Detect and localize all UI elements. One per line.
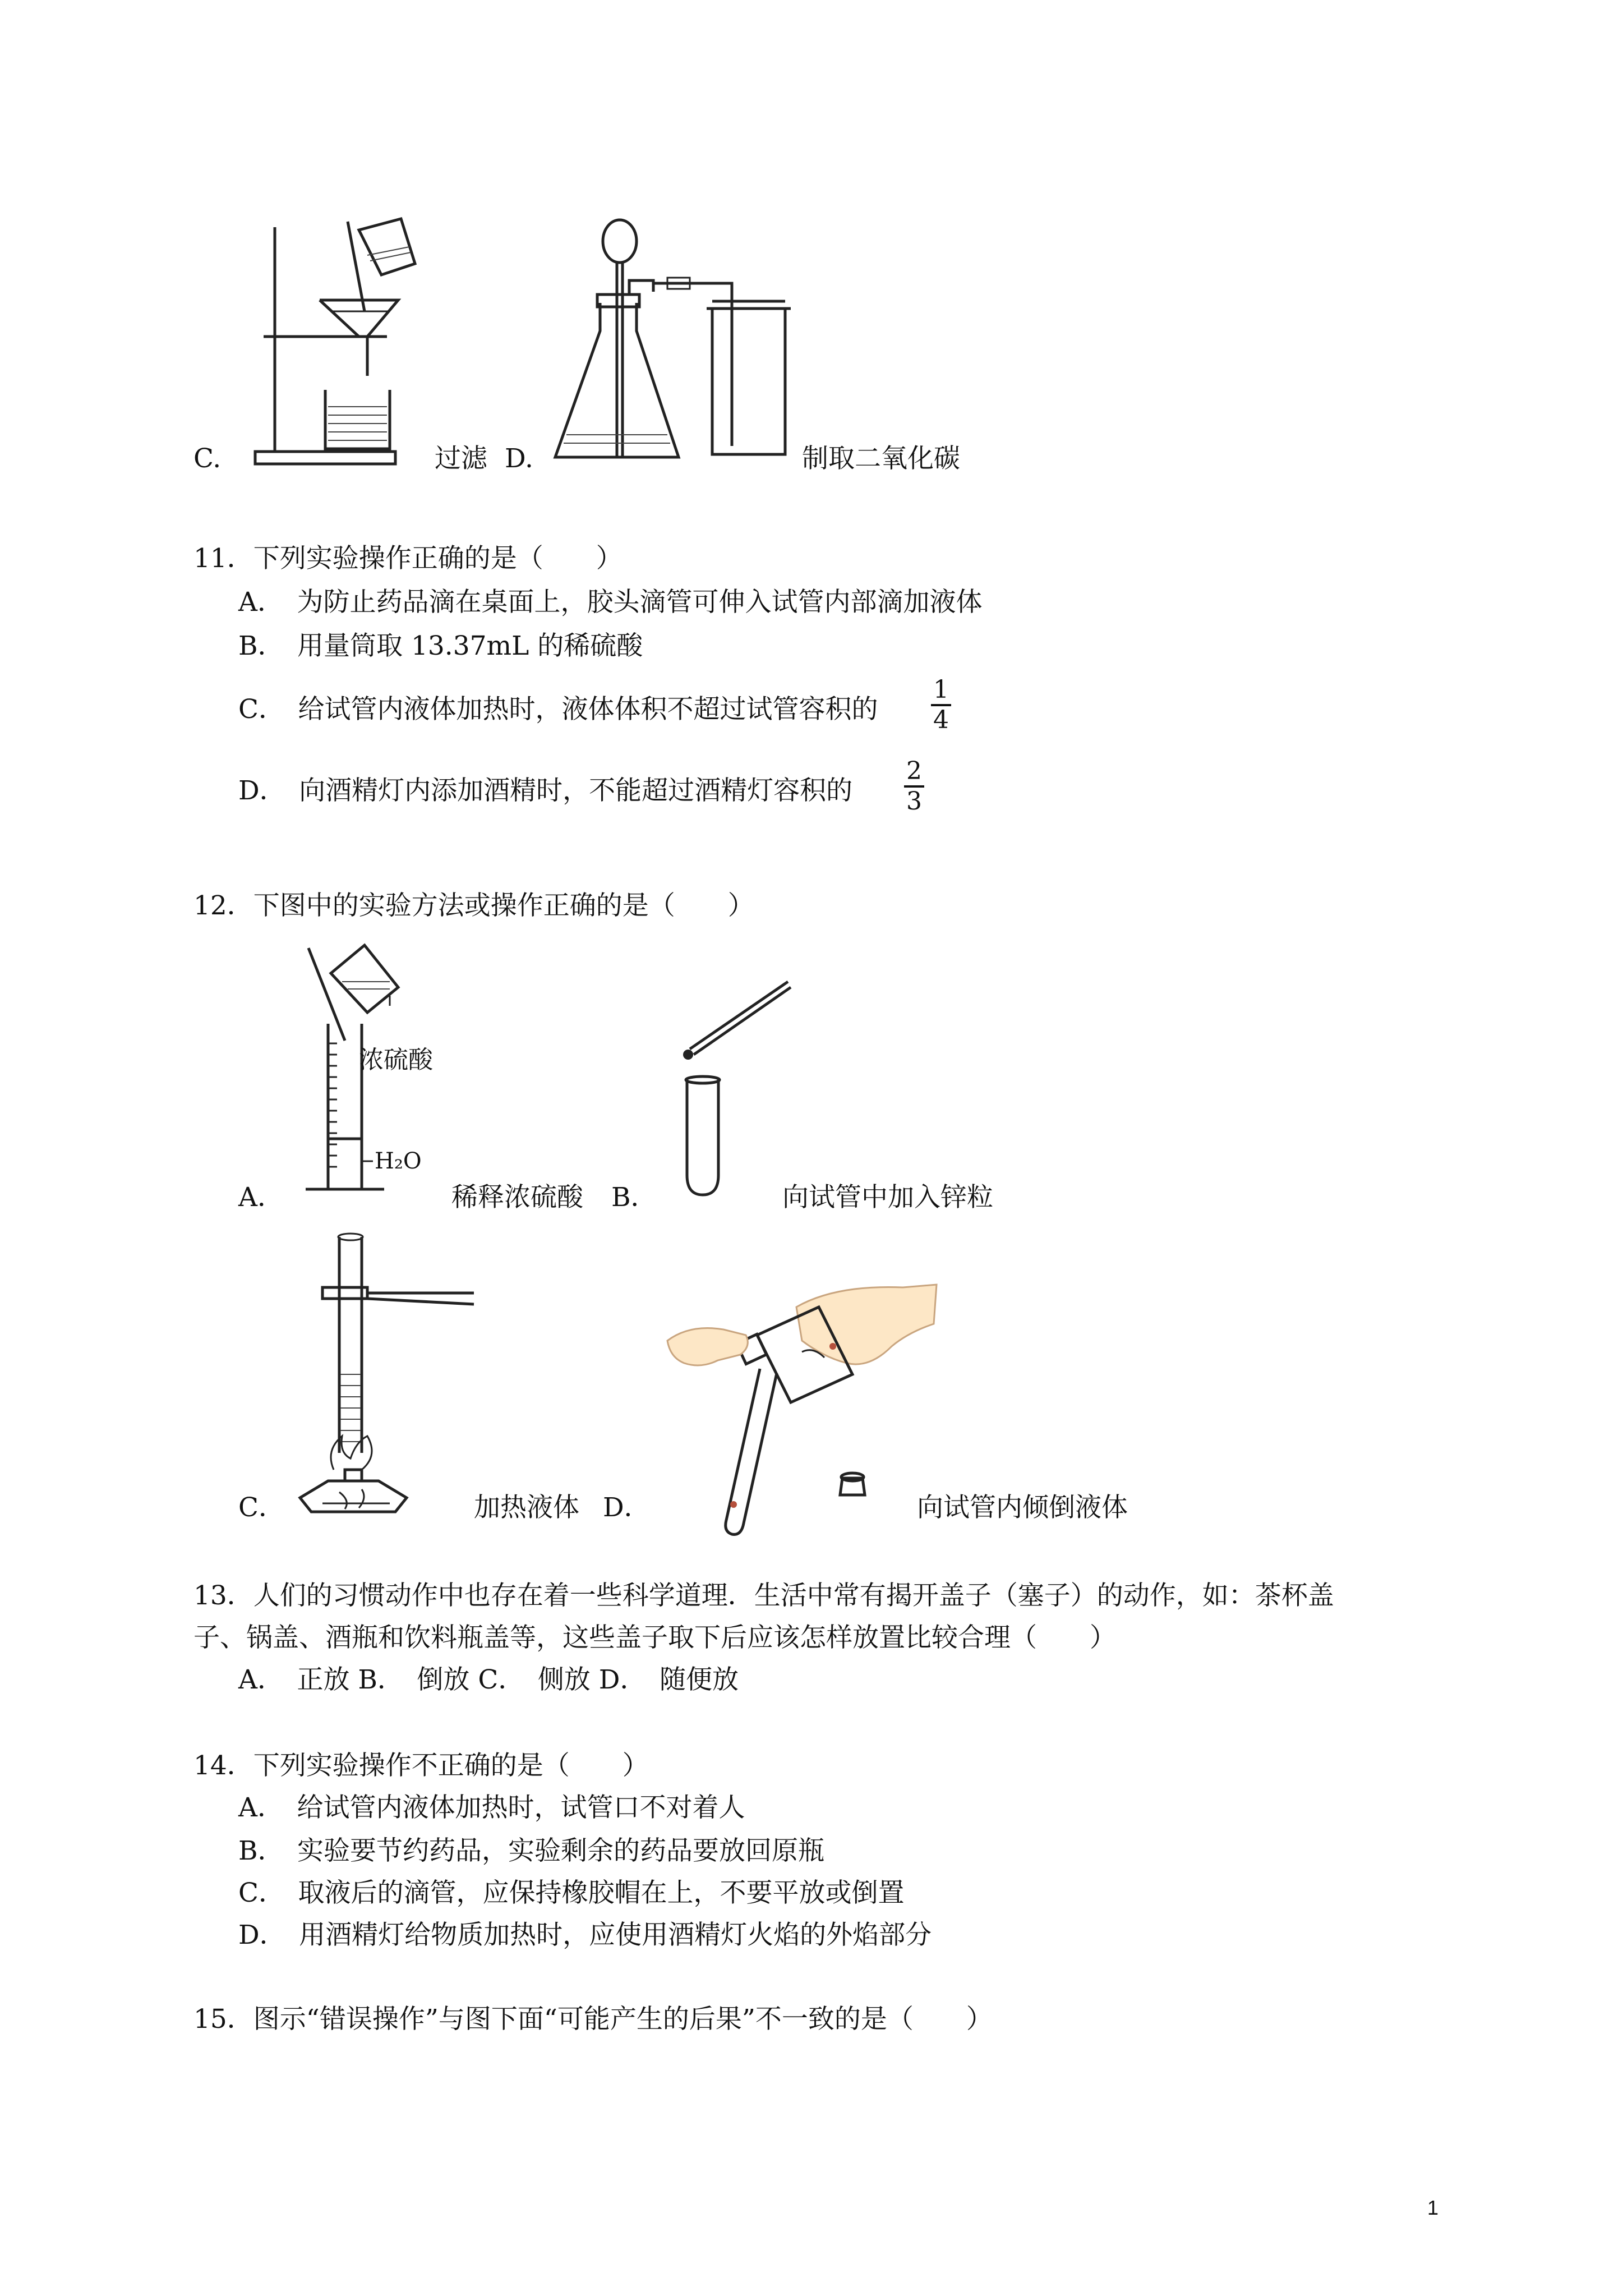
page-number: 1 <box>1427 2196 1439 2219</box>
q12-stem: 12．下图中的实验方法或操作正确的是（ ） <box>193 890 754 921</box>
fraction-numerator: 2 <box>906 757 922 785</box>
q11-stem: 11．下列实验操作正确的是（ ） <box>193 543 623 574</box>
q12-a-caption: 稀释浓硫酸 <box>451 1182 583 1213</box>
q12-c-label: C． <box>238 1492 285 1523</box>
q11-option-b: B． 用量筒取 13.37mL 的稀硫酸 <box>238 631 643 661</box>
q12-d-caption: 向试管内倾倒液体 <box>917 1492 1128 1523</box>
q14-option-d: D． 用酒精灯给物质加热时，应使用酒精灯火焰的外焰部分 <box>238 1920 932 1950</box>
q10-c-caption: 过滤 <box>435 443 487 474</box>
q14-option-c: C． 取液后的滴管，应保持橡胶帽在上，不要平放或倒置 <box>238 1878 905 1908</box>
q10-c-label: C. <box>193 443 222 474</box>
q11-option-c: C． 给试管内液体加热时，液体体积不超过试管容积的 <box>238 694 878 725</box>
q15-stem: 15．图示“错误操作”与图下面“可能产生的后果”不一致的是（ ） <box>193 2004 993 2035</box>
co2-generation-figure <box>538 210 808 474</box>
heat-liquid-figure <box>300 1234 485 1526</box>
q12-b-label: B． <box>611 1182 657 1213</box>
q13-stem-line2: 子、锅盖、酒瓶和饮料瓶盖等，这些盖子取下后应该怎样放置比较合理（ ） <box>193 1622 1116 1653</box>
q12-d-label: D． <box>603 1492 651 1523</box>
q12-a-label: A． <box>238 1182 284 1213</box>
add-zinc-figure <box>670 979 794 1203</box>
q14-option-b: B． 实验要节约药品，实验剩余的药品要放回原瓶 <box>238 1835 825 1866</box>
q11-option-a: A． 为防止药品滴在桌面上，胶头滴管可伸入试管内部滴加液体 <box>238 587 983 618</box>
q14-option-a: A． 给试管内液体加热时，试管口不对着人 <box>238 1792 745 1823</box>
q12-a-fig-acid-label: 浓硫酸 <box>359 1046 433 1074</box>
q12-a-fig-water-label: H₂O <box>375 1148 422 1174</box>
q13-stem-line1: 13．人们的习惯动作中也存在着一些科学道理．生活中常有揭开盖子（塞子）的动作，如：茶杯盖 <box>193 1580 1334 1611</box>
q11-option-d-fraction <box>903 757 925 816</box>
q13-options: A． 正放 B． 倒放 C． 侧放 D． 随便放 <box>238 1664 739 1695</box>
fraction-denominator: 3 <box>906 787 922 816</box>
fraction-denominator: 4 <box>933 706 949 734</box>
fraction-numerator: 1 <box>933 675 949 704</box>
q12-c-caption: 加热液体 <box>474 1492 579 1523</box>
q11-option-d: D． 向酒精灯内添加酒精时，不能超过酒精灯容积的 <box>238 775 853 806</box>
q10-d-label: D. <box>505 443 533 474</box>
q12-b-caption: 向试管中加入锌粒 <box>782 1182 993 1213</box>
filtration-figure <box>247 216 409 474</box>
q14-stem: 14．下列实验操作不正确的是（ ） <box>193 1750 649 1781</box>
q10-d-caption: 制取二氧化碳 <box>802 443 960 474</box>
q11-option-c-fraction <box>930 676 952 734</box>
